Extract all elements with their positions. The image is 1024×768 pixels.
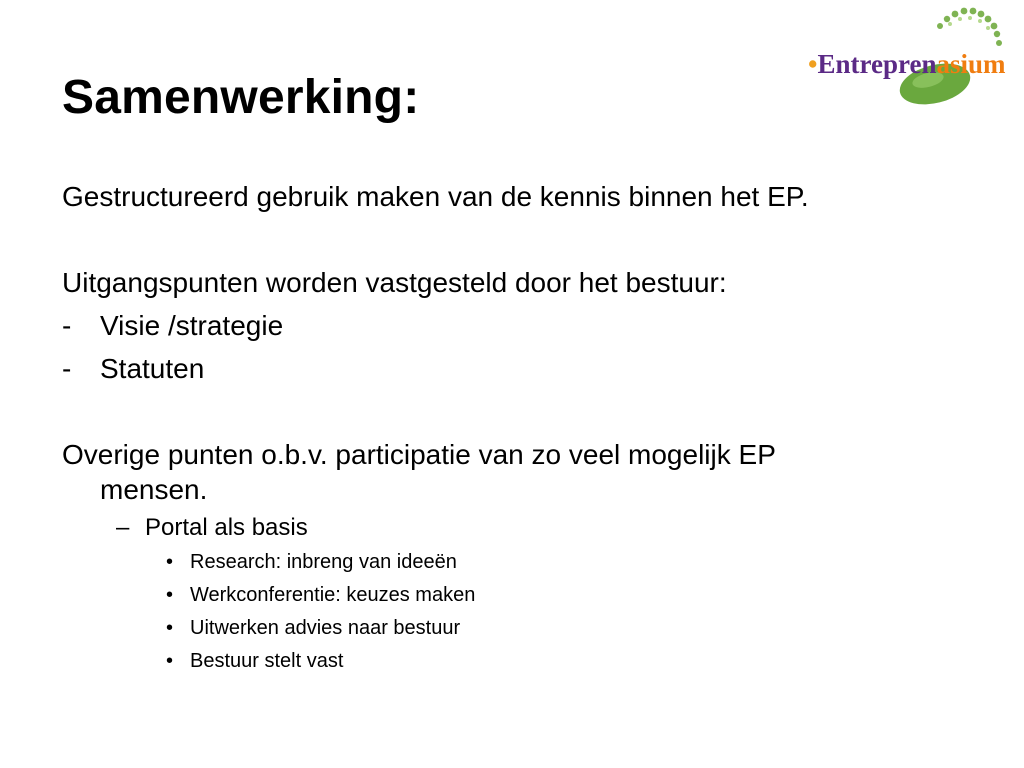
bullet-text: Research: inbreng van ideeën xyxy=(190,551,457,573)
slide-title: Samenwerking: xyxy=(62,71,420,124)
bullet-marker: • xyxy=(166,551,174,573)
bullet-text: Bestuur stelt vast xyxy=(190,650,344,672)
sub-dash-marker: – xyxy=(116,514,130,541)
logo-text-main: Entrepren xyxy=(817,49,937,79)
logo-wordmark xyxy=(808,48,1006,80)
paragraph-kennis: Gestructureerd gebruik maken van de kennis binnen het EP. xyxy=(62,181,809,212)
paragraph-overige-line1: Overige punten o.b.v. participatie van zo veel mogelijk EP xyxy=(62,439,776,470)
dash-item-text: Visie /strategie xyxy=(100,310,284,341)
logo-dot: • xyxy=(808,49,818,79)
bullet-marker: • xyxy=(166,584,174,606)
paragraph-overige-line2: mensen. xyxy=(100,474,208,505)
sub-item-text: Portal als basis xyxy=(145,514,308,541)
dash-marker: - xyxy=(62,353,72,384)
dash-item-text: Statuten xyxy=(100,353,205,384)
paragraph-uitgangspunten: Uitgangspunten worden vastgesteld door het bestuur: xyxy=(62,267,727,298)
dash-marker: - xyxy=(62,310,72,341)
entreprenasium-logo xyxy=(800,4,1006,108)
bullet-text: Werkconferentie: keuzes maken xyxy=(190,584,476,606)
bullet-marker: • xyxy=(166,650,174,672)
bullet-marker: • xyxy=(166,617,174,639)
bullet-text: Uitwerken advies naar bestuur xyxy=(190,617,461,639)
logo-text-accent: asium xyxy=(936,49,1006,79)
